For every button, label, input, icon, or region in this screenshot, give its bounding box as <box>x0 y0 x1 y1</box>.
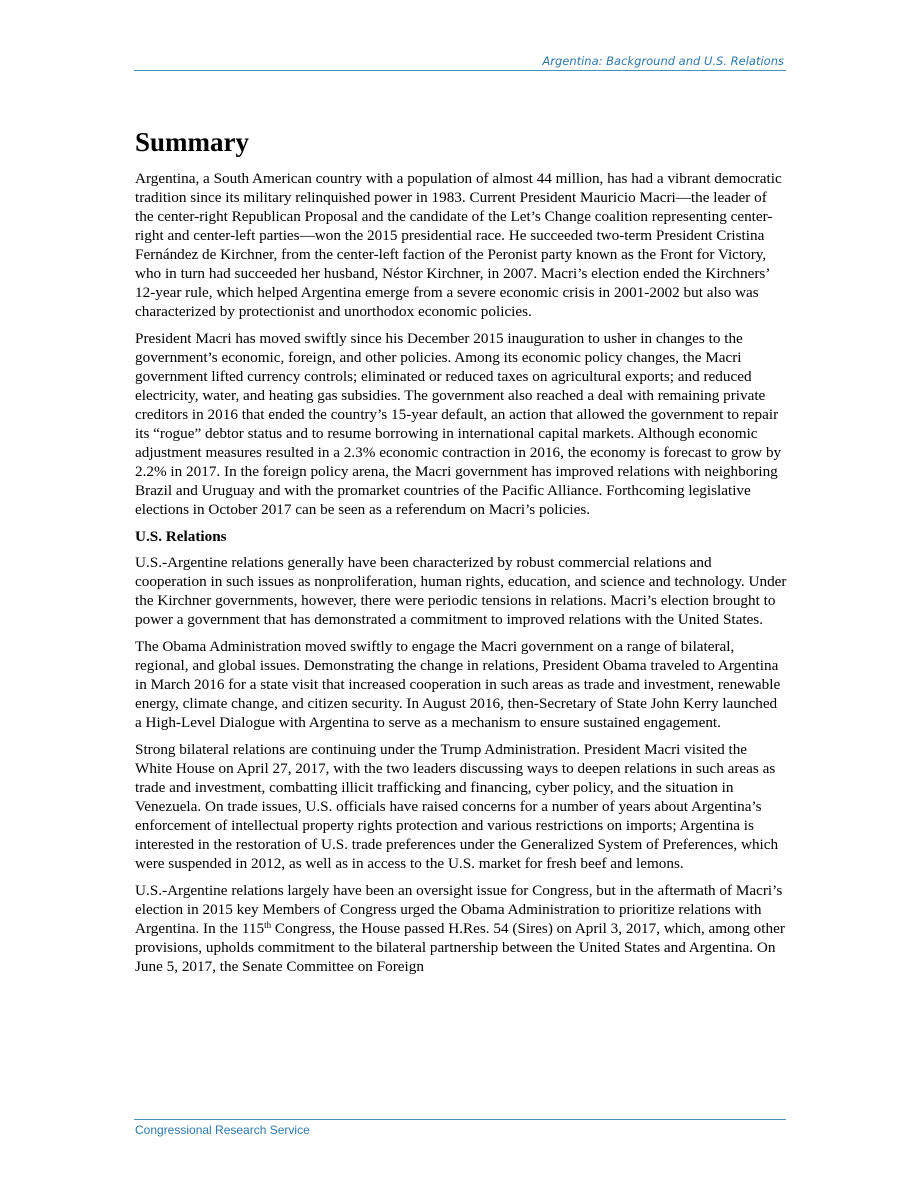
us-relations-paragraph-4 <box>135 881 787 976</box>
footer-publisher: Congressional Research Service <box>135 1123 310 1137</box>
summary-heading: Summary <box>135 127 249 157</box>
us-relations-paragraph-1: U.S.-Argentine relations generally have been characterized by robust commercial relations and cooperation in such issues as nonproliferation, human rights, education, and science and technology. Under the Kirchner governments, however, there were periodic tensions in relations. Macri’s election brought to power a government that has demonstrated a commitment to improved relations with the United States. <box>135 554 787 628</box>
us-relations-heading: U.S. Relations <box>135 528 227 545</box>
ordinal-suffix: th <box>264 920 272 930</box>
document-body <box>135 124 787 984</box>
paragraph-text-part: Congress, the House passed H.Res. 54 (Sires) on April 3, 2017, which, among other provisions, upholds commitment to the bilateral partnership between the United States and Argentina. On June 5, 2017, the Senate Committee on Foreign <box>135 920 785 975</box>
page-header <box>134 54 786 71</box>
us-relations-paragraph-2: The Obama Administration moved swiftly to engage the Macri government on a range of bilateral, regional, and global issues. Demonstrating the change in relations, President Obama traveled to Argentina in March 2016 for a state visit that increased cooperation in such areas as trade and investment, renewable energy, climate change, and citizen security. In August 2016, then-Secretary of State John Kerry launched a High-Level Dialogue with Argentina to serve as a mechanism to ensure sustained engagement. <box>135 638 781 731</box>
summary-paragraph-2: President Macri has moved swiftly since his December 2015 inauguration to usher in changes to the government’s economic, foreign, and other policies. Among its economic policy changes, the Macri government lifted currency controls; eliminated or reduced taxes on agricultural exports; and reduced electricity, water, and heating gas subsidies. The government also reached a deal with remaining private creditors in 2016 that ended the country’s 15-year default, an action that allowed the government to repair its “rogue” debtor status and to resume borrowing in international capital markets. Although economic adjustment measures resulted in a 2.3% economic contraction in 2016, the economy is forecast to grow by 2.2% in 2017. In the foreign policy arena, the Macri government has improved relations with neighboring Brazil and Uruguay and with the promarket countries of the Pacific Alliance. Forthcoming legislative elections in October 2017 can be seen as a referendum on Macri’s policies. <box>135 330 782 518</box>
paragraph-text-part: U.S.-Argentine relations largely have been an oversight issue for Congress, but in the aftermath of Macri’s election in 2015 key Members of Congress urged the Obama Administration to prioritize relations with Argentina. In the 115 <box>135 882 783 937</box>
summary-paragraph-1: Argentina, a South American country with a population of almost 44 million, has had a vibrant democratic tradition since its military relinquished power in 1983. Current President Mauricio Macri—the leader of the center-right Republican Proposal and the candidate of the Let’s Change coalition representing center-right and center-left parties—won the 2015 presidential race. He succeeded two-term President Cristina Fernández de Kirchner, from the center-left faction of the Peronist party known as the Front for Victory, who in turn had succeeded her husband, Néstor Kirchner, in 2007. Macri’s election ended the Kirchners’ 12-year rule, which helped Argentina emerge from a severe economic crisis in 2001-2002 but also was characterized by protectionist and unorthodox economic policies. <box>135 170 782 320</box>
running-title: Argentina: Background and U.S. Relations <box>542 54 784 68</box>
page-footer <box>134 1119 786 1137</box>
us-relations-paragraph-3: Strong bilateral relations are continuing under the Trump Administration. President Macri visited the White House on April 27, 2017, with the two leaders discussing ways to deepen relations in such areas as trade and investment, combatting illicit trafficking and financing, cyber policy, and the situation in Venezuela. On trade issues, U.S. officials have raised concerns for a number of years about Argentina’s enforcement of intellectual property rights protection and various restrictions on imports; Argentina is interested in the restoration of U.S. trade preferences under the Generalized System of Preferences, which were suspended in 2012, as well as in access to the U.S. market for fresh beef and lemons. <box>135 741 779 872</box>
